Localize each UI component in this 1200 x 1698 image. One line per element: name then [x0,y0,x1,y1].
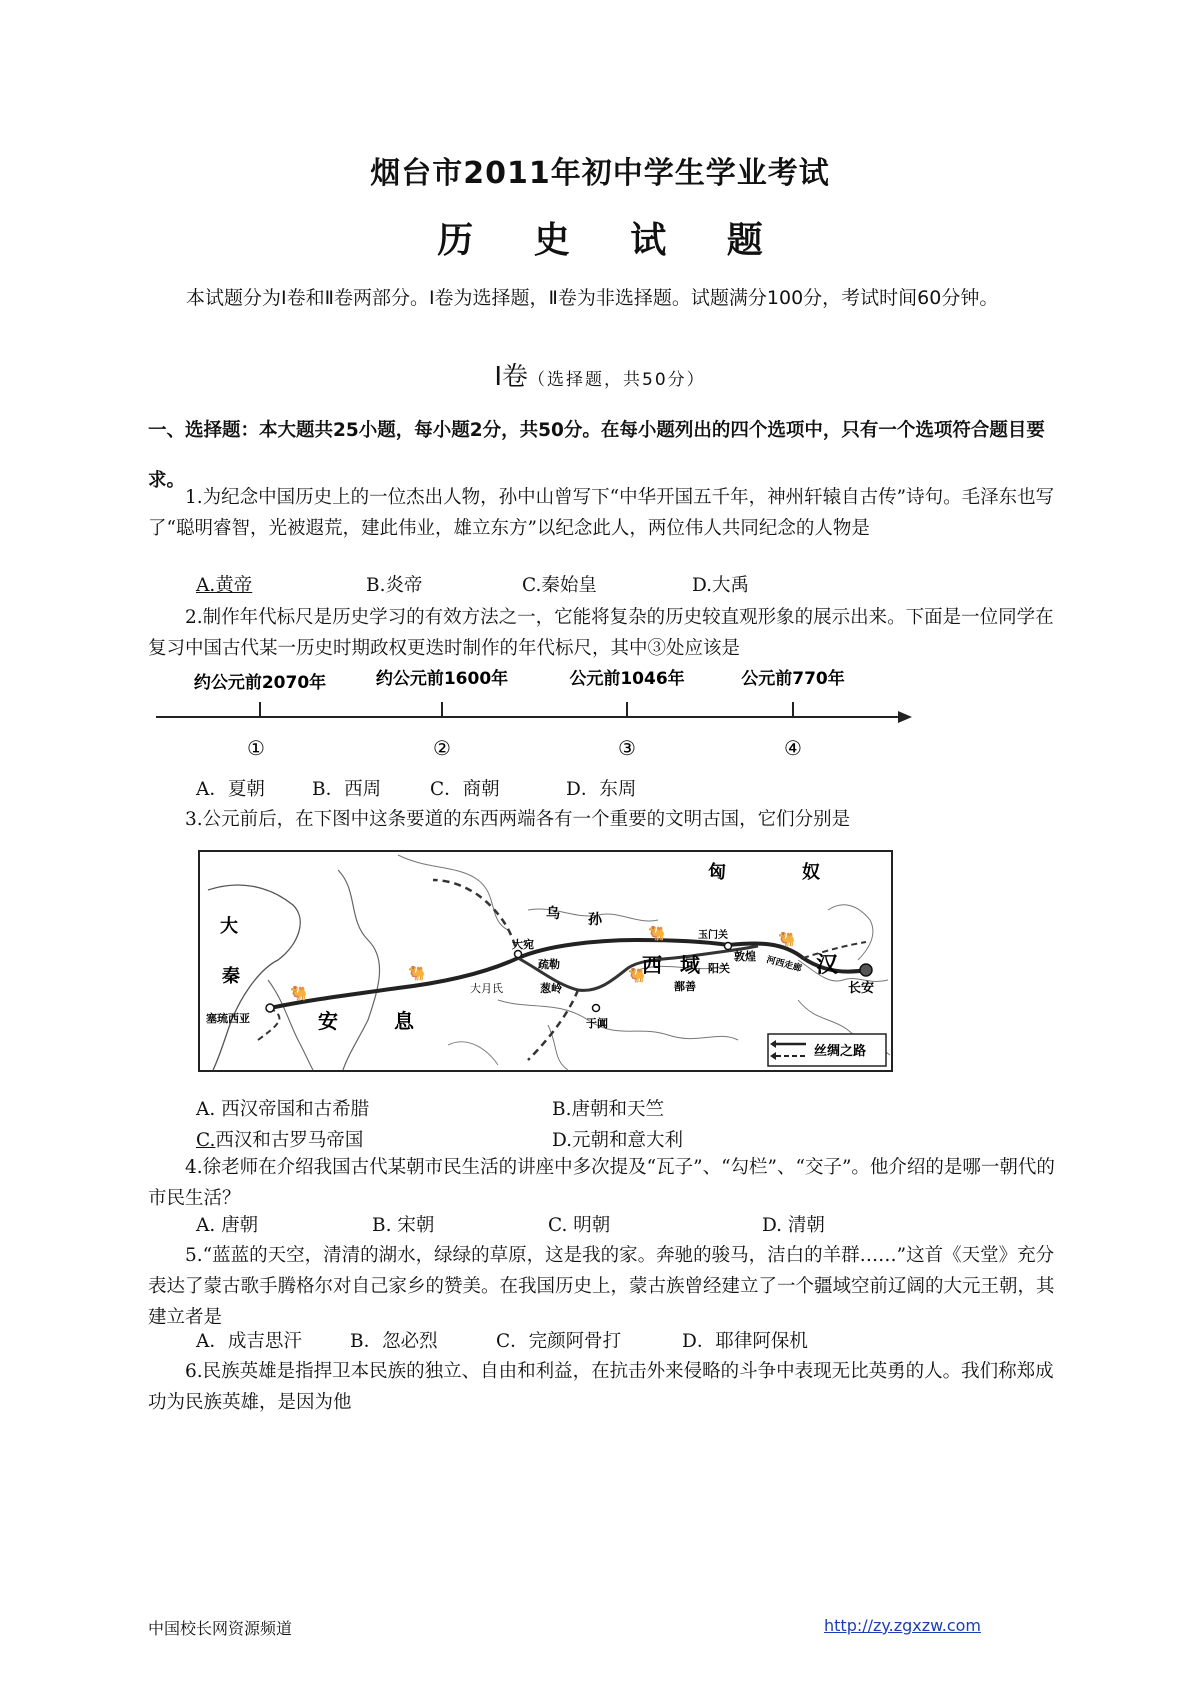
map-label-khotan: 于阗 [586,1017,608,1030]
option-d: D.元朝和意大利 [552,1130,684,1151]
option-d: D．耶律阿保机 [682,1331,808,1352]
map-label-changan: 长安 [848,981,875,996]
timeline-arrow-icon [898,711,912,723]
map-label-seleucia: 塞琉西亚 [206,1012,250,1025]
timeline-label-3: 公元前1046年 [569,669,685,689]
option-b: B．西周 [312,779,382,800]
camel-icon: 🐫 [648,926,666,942]
timeline-mark-4: ④ [784,736,802,760]
map-label-dawan: 大宛 [512,938,534,951]
question-5-stem: 5.“蓝蓝的天空，清清的湖水，绿绿的草原，这是我的家。奔驰的骏马，洁白的羊群……”这首《天堂》充分表达了蒙古歌手腾格尔对自己家乡的赞美。在我国历史上，蒙古族曾经建立了一个疆域空前辽阔的大元王朝，其建立者是 [148,1245,1055,1328]
map-label-congling: 葱岭 [540,982,562,995]
option-a: A．夏朝 [196,779,265,800]
map-label-an: 安 [318,1009,338,1033]
question-2-options [196,774,1056,805]
question-1-options [196,570,1056,601]
map-label-sun: 孙 [588,912,602,928]
section-label: Ⅰ卷 [494,362,529,392]
timeline-label-4: 公元前770年 [741,669,845,689]
map-label-nu: 奴 [802,862,820,883]
option-d: D.大禹 [692,575,750,596]
section-instruction: 一、选择题：本大题共25小题，每小题2分，共50分。在每小题列出的四个选项中，只有一个选项符合题目要求。 [148,420,1045,491]
city-marker-yumen [725,943,732,950]
timeline-mark-1: ① [247,736,265,760]
timeline-label-1: 约公元前2070年 [193,673,327,693]
map-label-han: 汉 [816,953,839,978]
option-a: A．成吉思汗 [196,1331,302,1352]
footer-source: 中国校长网资源频道 [148,1619,293,1638]
map-label-da: 大 [220,916,238,937]
map-label-yangguan: 阳关 [708,962,730,975]
silk-road-map [198,850,893,1072]
intro-paragraph: 本试题分为Ⅰ卷和Ⅱ卷两部分。Ⅰ卷为选择题，Ⅱ卷为非选择题。试题满分100分，考试时间60分钟。 [186,287,999,309]
timeline-label-2: 约公元前1600年 [375,669,509,689]
camel-icon: 🐫 [778,932,796,948]
map-label-qin: 秦 [222,966,240,987]
city-marker-seleucia [266,1004,274,1012]
option-c: C．完颜阿骨打 [496,1331,622,1352]
question-3-stem: 3.公元前后，在下图中这条要道的东西两端各有一个重要的文明古国，它们分别是 [185,809,851,830]
question-5-options [196,1326,1056,1357]
option-b: B.炎帝 [366,575,423,596]
option-c: C.西汉和古罗马帝国 [196,1130,364,1151]
timeline-mark-2: ② [433,736,451,760]
city-marker-changan [860,964,872,976]
camel-icon: 🐫 [408,966,426,982]
option-b: B. 宋朝 [372,1215,435,1236]
question-1-stem: 1.为纪念中国历史上的一位杰出人物，孙中山曾写下“中华开国五千年，神州轩辕自古传”诗句。毛泽东也写了“聪明睿智，光被遐荒，建此伟业，雄立东方”以纪念此人，两位伟人共同纪念的人物是 [148,487,1055,539]
section-note: （选择题，共50分） [528,370,706,390]
map-label-dunhuang: 敦煌 [734,950,756,963]
camel-icon: 🐫 [290,986,308,1002]
map-label-yumenguan: 玉门关 [698,930,728,941]
map-legend-label: 丝绸之路 [814,1044,867,1059]
timeline-mark-3: ③ [618,736,636,760]
section-heading [0,356,1200,393]
subject-title: 历 史 试 题 [437,220,787,261]
option-b: B．忽必烈 [350,1331,438,1352]
question-2-stem: 2.制作年代标尺是历史学习的有效方法之一，它能将复杂的历史较直观形象的展示出来。下面是一位同学在复习中国古代某一历史时期政权更迭时制作的年代标尺，其中③处应该是 [148,607,1054,659]
footer-link[interactable]: http://zy.zgxzw.com [824,1616,981,1635]
map-label-dayuezhi: 大月氏 [470,982,503,995]
map-label-xi: 西 [642,953,662,977]
map-label-wu: 乌 [546,906,560,922]
city-marker-dawan [515,951,522,958]
question-3-options [196,1094,1056,1156]
map-label-hexi-corridor: 河西走廊 [765,955,803,975]
option-d: D. 清朝 [762,1215,825,1236]
option-c: C.秦始皇 [522,575,597,596]
question-4-options [196,1210,1056,1241]
map-label-xiong: 匈 [708,862,726,883]
option-c: C. 明朝 [548,1215,611,1236]
map-label-shule: 疏勒 [538,958,560,971]
option-c: C．商朝 [430,779,500,800]
option-a: A.黄帝 [196,575,253,596]
option-a: A. 西汉帝国和古希腊 [196,1099,370,1120]
city-marker-khotan [593,1005,600,1012]
exam-title: 烟台市2011年初中学生学业考试 [370,156,830,191]
map-label-xi-anxi: 息 [394,1009,414,1033]
option-d: D．东周 [566,779,637,800]
camel-icon: 🐫 [628,968,646,984]
map-label-shanshan: 鄯善 [674,980,696,993]
timeline-figure [150,660,920,775]
map-label-yu: 域 [680,953,700,977]
option-a: A. 唐朝 [196,1215,259,1236]
question-4-stem: 4.徐老师在介绍我国古代某朝市民生活的讲座中多次提及“瓦子”、“勾栏”、“交子”。他介绍的是哪一朝代的市民生活？ [148,1157,1055,1209]
question-6-stem: 6.民族英雄是指捍卫本民族的独立、自由和利益，在抗击外来侵略的斗争中表现无比英勇的人。我们称郑成功为民族英雄，是因为他 [148,1361,1054,1413]
option-b: B.唐朝和天竺 [552,1099,664,1120]
